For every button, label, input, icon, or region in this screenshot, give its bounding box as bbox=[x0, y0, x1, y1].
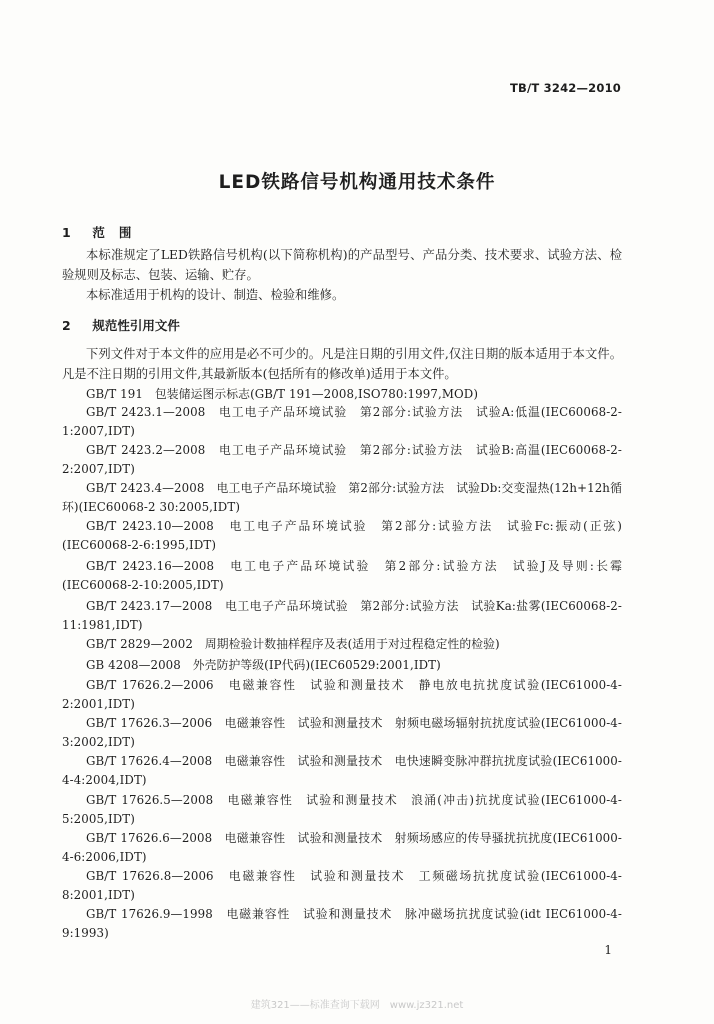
references-intro: 下列文件对于本文件的应用是必不可少的。凡是注日期的引用文件,仅注日期的版本适用于本文件。凡是不注日期的引用文件,其最新版本(包括所有的修改单)适用于本文件。 bbox=[62, 347, 622, 381]
reference-item: GB/T 17626.8—2006 电磁兼容性 试验和测量技术 工频磁场抗扰度试验(IEC61000-4-8:2001,IDT) bbox=[62, 869, 622, 902]
section-1-heading bbox=[62, 223, 145, 241]
page-number: 1 bbox=[604, 943, 612, 957]
reference-item: GB/T 2423.2—2008 电工电子产品环境试验 第2部分:试验方法 试验B:高温(IEC60068-2-2:2007,IDT) bbox=[62, 443, 622, 476]
scope-paragraph-1: 本标准规定了LED铁路信号机构(以下简称机构)的产品型号、产品分类、技术要求、试验方法、检验规则及标志、包装、运输、贮存。 bbox=[62, 248, 622, 282]
document-title: LED铁路信号机构通用技术条件 bbox=[218, 172, 496, 193]
reference-item: GB/T 2829—2002 周期检验计数抽样程序及表(适用于对过程稳定性的检验) bbox=[86, 637, 500, 651]
section-2-heading bbox=[62, 316, 180, 334]
reference-item: GB/T 17626.3—2006 电磁兼容性 试验和测量技术 射频电磁场辐射抗扰度试验(IEC61000-4-3:2002,IDT) bbox=[62, 716, 622, 749]
reference-item: GB/T 2423.1—2008 电工电子产品环境试验 第2部分:试验方法 试验A:低温(IEC60068-2-1:2007,IDT) bbox=[62, 405, 622, 438]
reference-item: GB/T 17626.5—2008 电磁兼容性 试验和测量技术 浪涌(冲击)抗扰度试验(IEC61000-4-5:2005,IDT) bbox=[62, 793, 622, 826]
reference-item: GB/T 2423.17—2008 电工电子产品环境试验 第2部分:试验方法 试验Ka:盐雾(IEC60068-2-11:1981,IDT) bbox=[62, 599, 622, 632]
reference-item: GB/T 17626.4—2008 电磁兼容性 试验和测量技术 电快速瞬变脉冲群抗扰度试验(IEC61000-4-4:2004,IDT) bbox=[62, 754, 622, 787]
reference-item: GB/T 191 包装储运图示标志(GB/T 191—2008,ISO780:1997,MOD) bbox=[86, 387, 479, 401]
reference-item: GB/T 2423.4—2008 电工电子产品环境试验 第2部分:试验方法 试验Db:交变湿热(12h+12h循环)(IEC60068-2 30:2005,IDT) bbox=[62, 481, 622, 514]
standard-code: TB/T 3242—2010 bbox=[510, 81, 621, 95]
scope-paragraph-2: 本标准适用于机构的设计、制造、检验和维修。 bbox=[86, 288, 345, 302]
reference-item: GB/T 2423.16—2008 电工电子产品环境试验 第2部分:试验方法 试验J及导则:长霉(IEC60068-2-10:2005,IDT) bbox=[62, 559, 622, 592]
watermark: 建筑321——标准查询下载网 www.jz321.net bbox=[250, 1000, 464, 1011]
section-title: 范围 bbox=[92, 225, 146, 240]
reference-item: GB/T 17626.2—2006 电磁兼容性 试验和测量技术 静电放电抗扰度试验(IEC61000-4-2:2001,IDT) bbox=[62, 678, 622, 711]
reference-item: GB/T 17626.9—1998 电磁兼容性 试验和测量技术 脉冲磁场抗扰度试验(idt IEC61000-4-9:1993) bbox=[62, 907, 622, 940]
section-title: 规范性引用文件 bbox=[92, 318, 180, 333]
reference-item: GB/T 2423.10—2008 电工电子产品环境试验 第2部分:试验方法 试验Fc:振动(正弦)(IEC60068-2-6:1995,IDT) bbox=[62, 519, 622, 552]
reference-item: GB 4208—2008 外壳防护等级(IP代码)(IEC60529:2001,IDT) bbox=[86, 658, 441, 672]
section-number: 1 bbox=[62, 225, 71, 240]
reference-item: GB/T 17626.6—2008 电磁兼容性 试验和测量技术 射频场感应的传导骚扰抗扰度(IEC61000-4-6:2006,IDT) bbox=[62, 831, 622, 864]
section-number: 2 bbox=[62, 318, 71, 333]
